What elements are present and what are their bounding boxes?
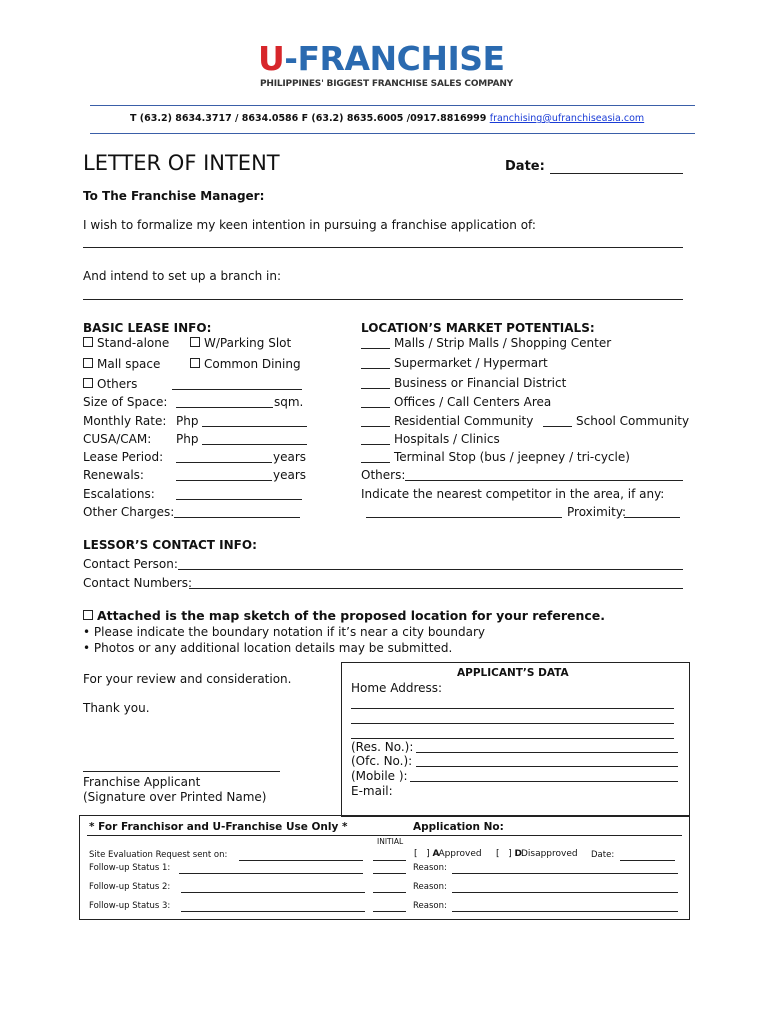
followup-2-field[interactable] [181,892,365,893]
initial-field[interactable] [373,873,406,874]
option-mall-space[interactable] [83,357,160,371]
market-blank[interactable] [361,426,390,427]
header-rule-bottom [90,133,695,134]
market-heading: LOCATION’S MARKET POTENTIALS: [361,321,595,335]
approved-option[interactable]: [ ] AApproved [414,849,482,859]
proximity-field[interactable] [624,517,680,518]
checkbox[interactable] [190,358,200,368]
review-text: For your review and consideration. [83,672,292,686]
market-item-business: Business or Financial District [394,376,567,390]
renewals-field[interactable] [176,480,272,481]
date-field[interactable] [550,173,683,174]
market-item-terminal: Terminal Stop (bus / jeepney / tri-cycle) [394,450,630,464]
mobile-field[interactable] [410,781,678,782]
reason-label: Reason: [413,901,447,911]
branch-field[interactable] [83,299,683,300]
market-blank[interactable] [543,426,572,427]
logo-text: -FRANCHISE [284,39,505,78]
market-blank[interactable] [361,462,390,463]
contact-email-link[interactable]: franchising@ufranchiseasia.com [489,113,645,124]
escalations-field[interactable] [176,499,302,500]
header-rule-top [90,105,695,106]
reason-field[interactable] [452,873,678,874]
option-parking[interactable] [190,336,291,350]
others-field[interactable] [172,389,302,390]
market-item-supermarket: Supermarket / Hypermart [394,356,548,370]
market-blank[interactable] [361,348,390,349]
res-no-label: (Res. No.): [351,740,414,754]
office-date-label: Date: [591,850,615,860]
other-charges-label: Other Charges: [83,505,175,519]
proximity-label: Proximity: [567,505,627,519]
renewals-unit: years [273,468,307,482]
franchise-field[interactable] [83,247,683,248]
initial-field[interactable] [373,911,406,912]
followup-1-field[interactable] [179,873,363,874]
market-blank[interactable] [361,388,390,389]
office-row-label: Follow-up Status 3: [89,901,171,911]
ofc-no-label: (Ofc. No.): [351,754,413,768]
bullet-item: • Photos or any additional location details may be submitted. [83,641,453,655]
contact-person-field[interactable] [178,569,683,570]
site-eval-date-field[interactable] [239,860,363,861]
size-field[interactable] [176,407,273,408]
market-item-residential: Residential Community [394,414,534,428]
lessor-heading: LESSOR’S CONTACT INFO: [83,538,257,552]
initial-field[interactable] [373,860,406,861]
checkbox[interactable] [83,337,93,347]
option-label: W/Parking Slot [204,336,292,350]
bullet-text: Please indicate the boundary notation if it’s near a city boundary [93,625,485,639]
signature-line[interactable] [83,771,280,772]
market-blank[interactable] [361,407,390,408]
other-charges-field[interactable] [174,517,300,518]
page-title: LETTER OF INTENT [83,151,280,175]
option-label: Others [97,377,138,391]
lease-period-label: Lease Period: [83,450,164,464]
office-row-label: Site Evaluation Request sent on: [89,850,228,860]
contact-numbers-field[interactable] [189,588,683,589]
size-unit: sqm. [274,395,304,409]
renewals-label: Renewals: [83,468,144,482]
reason-label: Reason: [413,882,447,892]
size-label: Size of Space: [83,395,168,409]
checkbox[interactable] [83,358,93,368]
cusa-currency: Php [176,432,199,446]
disapproved-text: Disapproved [520,849,578,859]
applicant-heading: APPLICANT’S DATA [457,667,569,679]
contact-person-label: Contact Person: [83,557,178,571]
market-item-offices: Offices / Call Centers Area [394,395,552,409]
application-no-label: Application No: [413,821,504,833]
office-row-label: Follow-up Status 1: [89,863,171,873]
checkbox[interactable] [190,337,200,347]
reason-label: Reason: [413,863,447,873]
contact-phones: T (63.2) 8634.3717 / 8634.0586 F (63.2) 8635.6005 /0917.8816999 [130,113,487,124]
mobile-label: (Mobile ): [351,769,408,783]
option-label: Stand-alone [97,336,170,350]
contact-line [130,113,644,124]
market-item-malls: Malls / Strip Malls / Shopping Center [394,336,612,350]
competitor-text: Indicate the nearest competitor in the area, if any: [361,487,665,501]
tagline: PHILIPPINES' BIGGEST FRANCHISE SALES COMPANY [260,79,514,89]
signer-note: (Signature over Printed Name) [83,790,267,804]
initial-label: INITIAL [377,837,404,846]
office-use-divider [87,835,682,836]
lease-period-unit: years [273,450,307,464]
cusa-field[interactable] [202,444,307,445]
approved-text: Approved [438,849,482,859]
disapproved-option[interactable]: [ ] DDisapproved [496,849,578,859]
escalations-label: Escalations: [83,487,155,501]
market-others-label: Others: [361,468,406,482]
market-others-field[interactable] [405,480,683,481]
u-franchise-logo [258,40,505,78]
attachment-checkbox-row[interactable] [83,608,605,623]
checkbox[interactable] [83,610,93,620]
market-item-hospitals: Hospitals / Clinics [394,432,500,446]
competitor-field[interactable] [366,517,562,518]
res-no-field[interactable] [416,752,678,753]
reason-field[interactable] [452,892,678,893]
market-blank[interactable] [361,368,390,369]
home-address-line-2[interactable] [351,723,674,724]
reason-field[interactable] [452,911,678,912]
option-common-dining[interactable] [190,357,301,371]
branch-text: And intend to set up a branch in: [83,269,282,283]
home-address-line-1[interactable] [351,708,674,709]
followup-3-field[interactable] [181,911,365,912]
signer-label: Franchise Applicant [83,775,201,789]
monthly-currency: Php [176,414,199,428]
bullet-item: • Please indicate the boundary notation if it’s near a city boundary [83,625,485,639]
approved-initial: A [432,849,440,859]
bullet-text: Photos or any additional location details may be submitted. [93,641,453,655]
logo-u: U [258,39,285,78]
market-blank[interactable] [361,444,390,445]
option-stand-alone[interactable] [83,336,169,350]
lease-heading: BASIC LEASE INFO: [83,321,212,335]
thanks-text: Thank you. [83,701,150,715]
disapproved-initial: D [514,849,522,859]
office-row-label: Follow-up Status 2: [89,882,171,892]
home-address-label: Home Address: [351,681,443,695]
contact-numbers-label: Contact Numbers: [83,576,193,590]
monthly-label: Monthly Rate: [83,414,167,428]
ofc-no-field[interactable] [416,766,678,767]
cusa-label: CUSA/CAM: [83,432,152,446]
checkbox[interactable] [83,378,93,388]
date-label: Date: [505,159,545,174]
monthly-field[interactable] [202,426,307,427]
market-item-school: School Community [576,414,690,428]
option-label: Common Dining [204,357,301,371]
option-label: Mall space [97,357,161,371]
home-address-line-3[interactable] [351,738,674,739]
salutation: To The Franchise Manager: [83,189,265,203]
lease-period-field[interactable] [176,462,272,463]
attachment-heading: Attached is the map sketch of the proposed location for your reference. [97,608,605,623]
initial-field[interactable] [373,892,406,893]
office-use-heading: * For Franchisor and U-Franchise Use Only * [89,821,348,833]
intent-text: I wish to formalize my keen intention in pursuing a franchise application of: [83,218,536,232]
email-label: E-mail: [351,784,393,798]
office-date-field[interactable] [620,860,675,861]
option-others[interactable] [83,377,137,391]
